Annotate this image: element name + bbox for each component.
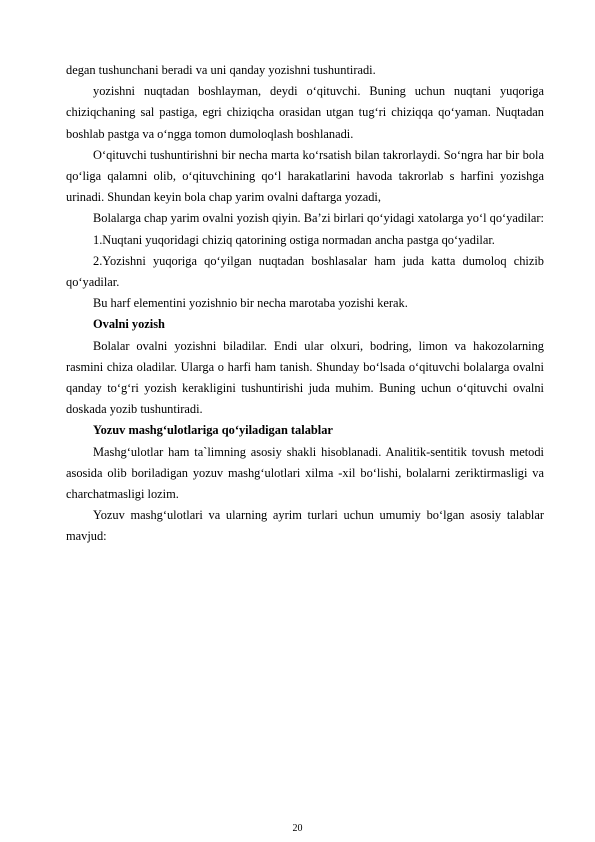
paragraph-8: Yozuv mashg‘ulotlari va ularning ayrim turlari uchun umumiy bo‘lgan asosiy talablar mavjud: [66, 508, 544, 544]
list-item-1: 1.Nuqtani yuqoridagi chiziq qatorining ostiga normadan ancha pastga qo‘yadilar. [93, 232, 495, 247]
section-heading-oval: Ovalni yozish [93, 317, 165, 332]
list-item-2: 2.Yozishni yuqoriga qo‘yilgan nuqtadan boshlasalar ham juda katta dumoloq chizib qo‘yadilar. [66, 253, 544, 290]
page-number: 20 [292, 823, 303, 834]
paragraph-6: Bolalar ovalni yozishni biladilar. Endi ular olxuri, bodring, limon va hakozolarning rasmini chiza oladilar. Ularga o harfi ham tanish. Shunday bo‘lsada o‘qituvchi bolalarga ovalni qanday to‘g‘ri yozish kerakligini tushuntirishi juda muhim. Buning uchun o‘qituvchi ovalni doskada yozib tushuntiradi. [66, 338, 544, 417]
paragraph-1: degan tushunchani beradi va uni qanday yozishni tushuntiradi. [66, 63, 376, 77]
paragraph-7: Mashg‘ulotlar ham ta`limning asosiy shakli hisoblanadi. Analitik-sentitik tovush metodi asosida olib boriladigan yozuv mashg‘ulotlari xilma -xil bo‘lishi, bolalarni zeriktirmasligi va charchatmasligi lozim. [66, 444, 544, 502]
paragraph-5: Bu harf elementini yozishnio bir necha marotaba yozishi kerak. [93, 296, 408, 311]
document-page [66, 60, 544, 548]
paragraph-2: yozishni nuqtadan boshlayman, deydi o‘qituvchi. Buning uchun nuqtani yuqoriga chiziqchaning sal pastiga, egri chiziqcha orasidan utgan tug‘ri chiziqqa qo‘yaman. Nuqtadan boshlab pastga va o‘ngga tomon dumoloqlash boshlanadi. [66, 84, 544, 141]
paragraph-3: O‘qituvchi tushuntirishni bir necha marta ko‘rsatish bilan takrorlaydi. So‘ngra har bir bola qo‘liga qalamni olib, o‘qituvchining qo‘l harakatlarini havoda takrorlab s harfini yozishga urinadi. Shundan keyin bola chap yarim ovalni daftarga yozadi, [66, 147, 544, 205]
section-heading-requirements: Yozuv mashg‘ulotlariga qo‘yiladigan talablar [93, 423, 333, 438]
paragraph-4: Bolalarga chap yarim ovalni yozish qiyin. Ba’zi birlari qo‘yidagi xatolarga yo‘l qo‘yadilar: [93, 211, 544, 226]
